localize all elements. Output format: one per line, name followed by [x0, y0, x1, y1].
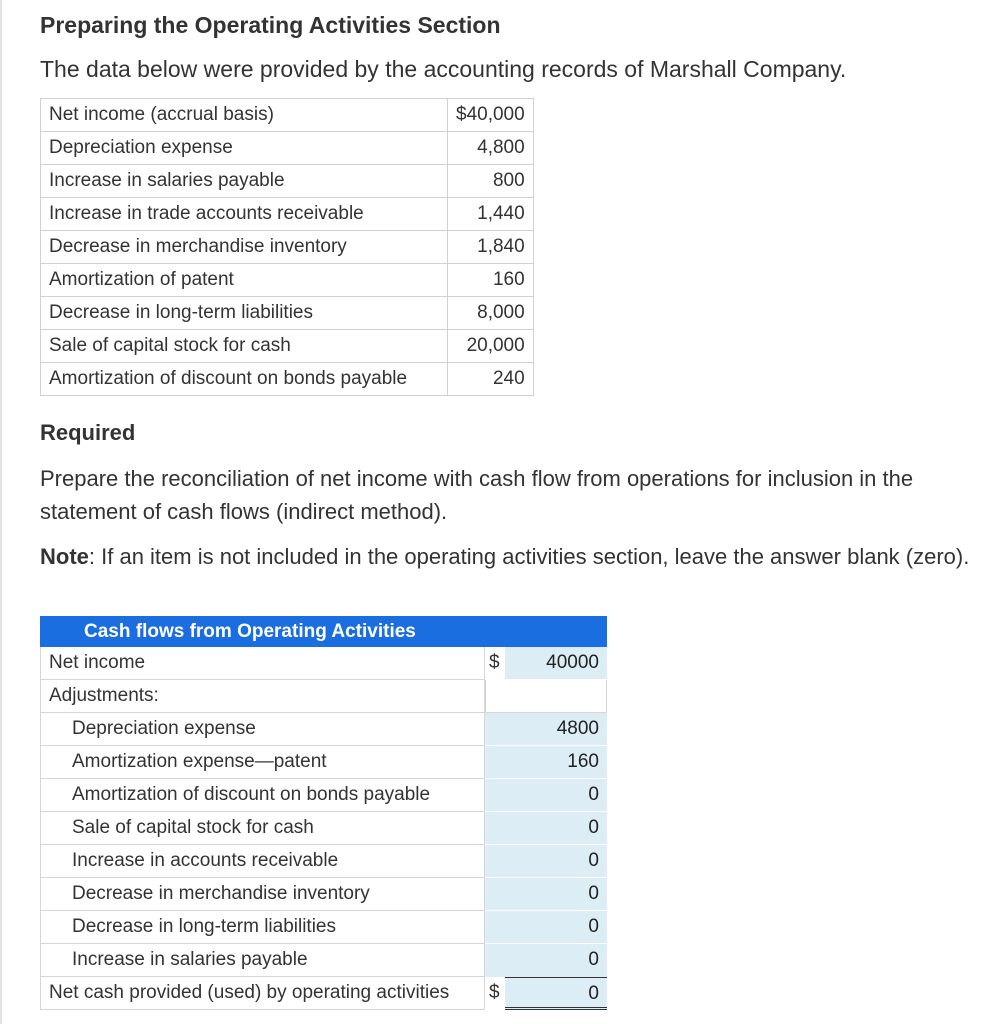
adjustment-input[interactable]: 4800 [485, 713, 607, 746]
adjustment-label: Decrease in merchandise inventory [40, 878, 485, 911]
adjustment-row [40, 713, 607, 746]
row-value: 160 [448, 264, 534, 297]
table-row [41, 297, 534, 330]
row-label: Amortization of discount on bonds payable [41, 363, 448, 396]
adjustment-label: Sale of capital stock for cash [40, 812, 485, 845]
table-row [41, 264, 534, 297]
row-value: 800 [448, 165, 534, 198]
adjustments-row [40, 680, 607, 713]
note-label: Note [40, 544, 89, 569]
adjustment-input[interactable]: 0 [485, 845, 607, 878]
note-text [40, 540, 970, 573]
row-label: Decrease in merchandise inventory [41, 231, 448, 264]
row-value: 240 [448, 363, 534, 396]
source-data-table [40, 98, 534, 396]
row-label: Increase in salaries payable [41, 165, 448, 198]
page-title: Preparing the Operating Activities Section [40, 12, 501, 38]
net-income-input[interactable]: 40000 [505, 647, 607, 680]
adjustment-row [40, 779, 607, 812]
row-value: $40,000 [448, 99, 534, 132]
row-value: 1,840 [448, 231, 534, 264]
adjustments-blank-cell [485, 680, 607, 713]
dollar-sign: $ [489, 652, 500, 673]
row-label: Depreciation expense [41, 132, 448, 165]
adjustment-input[interactable]: 0 [485, 812, 607, 845]
table-row [41, 330, 534, 363]
cash-flow-worksheet [40, 616, 607, 1010]
adjustment-row [40, 845, 607, 878]
row-label: Net income (accrual basis) [41, 99, 448, 132]
adjustment-label: Increase in salaries payable [40, 944, 485, 977]
adjustment-label: Decrease in long-term liabilities [40, 911, 485, 944]
table-row [41, 363, 534, 396]
adjustment-row [40, 878, 607, 911]
left-divider [0, 0, 2, 1024]
net-income-row [40, 647, 607, 680]
table-row [41, 132, 534, 165]
adjustment-row [40, 944, 607, 977]
dollar-sign: $ [489, 982, 500, 1003]
table-row [41, 231, 534, 264]
adjustment-row [40, 812, 607, 845]
table-row [41, 99, 534, 132]
row-label: Decrease in long-term liabilities [41, 297, 448, 330]
row-value: 20,000 [448, 330, 534, 363]
adjustment-row [40, 746, 607, 779]
required-heading: Required [40, 420, 136, 445]
adjustments-label: Adjustments: [40, 680, 485, 713]
note-body: : If an item is not included in the operating activities section, leave the answer blank (zero). [88, 544, 970, 569]
adjustment-label: Amortization expense—patent [40, 746, 485, 779]
total-input[interactable]: 0 [505, 977, 607, 1010]
row-label: Increase in trade accounts receivable [41, 198, 448, 231]
adjustment-label: Amortization of discount on bonds payable [40, 779, 485, 812]
total-row [40, 977, 607, 1010]
row-label: Sale of capital stock for cash [41, 330, 448, 363]
row-value: 8,000 [448, 297, 534, 330]
adjustment-row [40, 911, 607, 944]
adjustment-input[interactable]: 0 [485, 944, 607, 977]
row-value: 4,800 [448, 132, 534, 165]
table-row [41, 165, 534, 198]
row-value: 1,440 [448, 198, 534, 231]
intro-text: The data below were provided by the accounting records of Marshall Company. [40, 56, 847, 82]
adjustment-input[interactable]: 0 [485, 779, 607, 812]
cash-flow-header: Cash flows from Operating Activities [40, 616, 607, 647]
required-text: Prepare the reconciliation of net income with cash flow from operations for inclusion in the statement of cash flows (indirect method). [40, 466, 914, 524]
adjustment-input[interactable]: 160 [485, 746, 607, 779]
net-income-label: Net income [40, 647, 485, 680]
adjustment-label: Increase in accounts receivable [40, 845, 485, 878]
total-label: Net cash provided (used) by operating activities [40, 977, 485, 1010]
adjustment-input[interactable]: 0 [485, 911, 607, 944]
table-row [41, 198, 534, 231]
adjustment-input[interactable]: 0 [485, 878, 607, 911]
adjustment-label: Depreciation expense [40, 713, 485, 746]
row-label: Amortization of patent [41, 264, 448, 297]
